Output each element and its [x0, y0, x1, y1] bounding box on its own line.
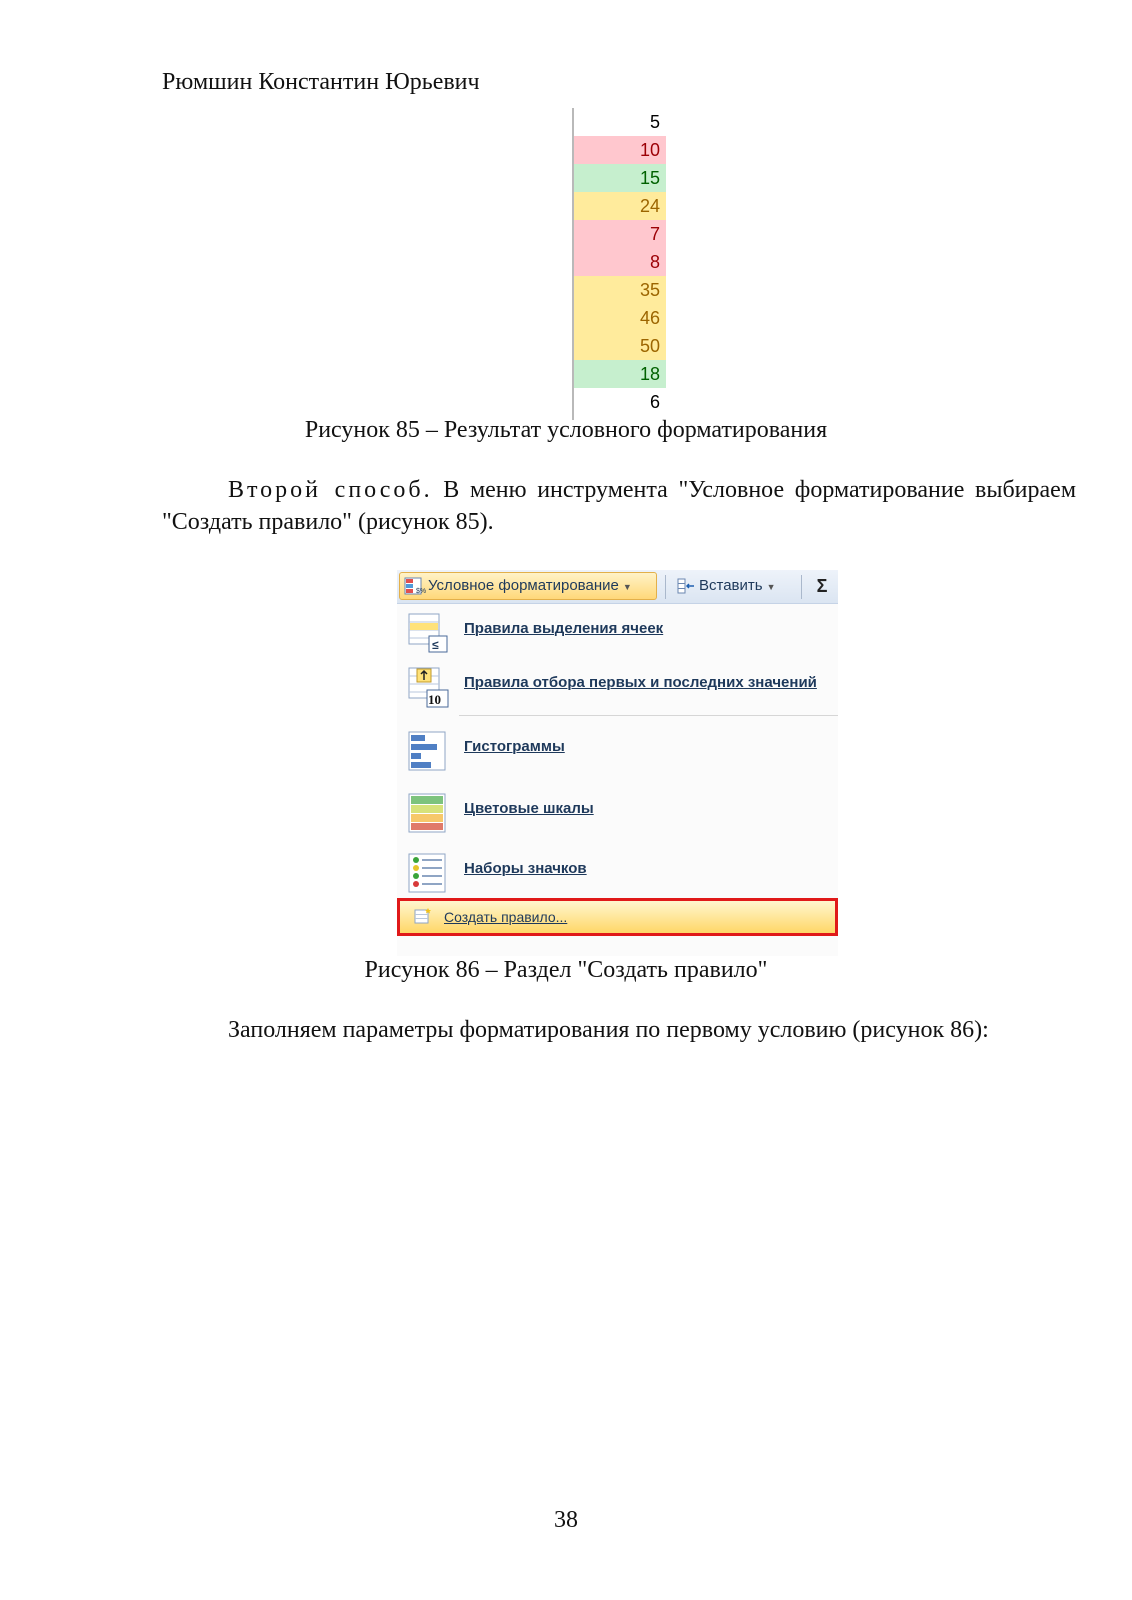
conditional-formatting-icon — [404, 577, 427, 595]
formatted-cell: 7 — [574, 220, 666, 248]
chevron-down-icon: ▼ — [622, 582, 632, 592]
svg-text:$%: $% — [416, 588, 427, 595]
menu-item-data-bars[interactable] — [397, 722, 838, 778]
conditional-formatting-button[interactable] — [399, 572, 657, 600]
menu-item-color-scales[interactable] — [397, 784, 838, 840]
create-rule-menu-item[interactable] — [397, 898, 838, 936]
svg-text:10: 10 — [428, 692, 441, 707]
color-scales-icon — [407, 792, 449, 834]
menu-item-label: Цветовые шкалы — [464, 800, 594, 817]
create-rule-label: Создать правило... — [444, 909, 568, 925]
menu-item-label: Правила выделения ячеек — [464, 620, 664, 637]
menu-divider — [459, 715, 838, 716]
formatted-cells-column — [572, 108, 666, 420]
menu-item-label: Гистограммы — [464, 738, 565, 755]
insert-button[interactable] — [673, 572, 791, 600]
top-bottom-rules-icon — [407, 666, 449, 708]
paragraph-fill-parameters: Заполняем параметры форматирования по первому условию (рисунок 86): — [228, 1017, 989, 1043]
insert-label: Вставить — [699, 577, 763, 594]
formatted-cell: 24 — [574, 192, 666, 220]
data-bars-icon — [407, 730, 449, 772]
menu-item-highlight-cells-rules[interactable] — [397, 604, 838, 660]
conditional-formatting-menu — [397, 570, 838, 956]
ribbon-bar — [397, 570, 838, 604]
formatted-cell: 6 — [574, 388, 666, 416]
formatted-cell: 8 — [574, 248, 666, 276]
chevron-down-icon: ▼ — [766, 582, 776, 592]
paragraph-body: В меню инструмента "Условное форматирование выбираем "Создать правило" (рисунок 85). — [162, 477, 1077, 535]
svg-text:≤: ≤ — [432, 638, 439, 652]
icon-sets-icon — [407, 852, 449, 894]
paragraph-second-method — [162, 474, 1076, 538]
formatted-cell: 46 — [574, 304, 666, 332]
formatted-cell: 35 — [574, 276, 666, 304]
formatted-cell: 15 — [574, 164, 666, 192]
formatted-cell: 18 — [574, 360, 666, 388]
menu-item-label: Правила отбора первых и последних значений — [464, 674, 817, 691]
autosum-button[interactable]: Σ — [816, 576, 828, 596]
paragraph-lead-in: Второй способ. — [228, 477, 433, 503]
author-name: Рюмшин Константин Юрьевич — [162, 69, 480, 95]
formatted-cell: 10 — [574, 136, 666, 164]
formatted-cell: 5 — [574, 108, 666, 136]
highlight-cells-rules-icon — [407, 612, 449, 654]
menu-item-top-bottom-rules[interactable] — [397, 658, 838, 714]
formatted-cell: 50 — [574, 332, 666, 360]
menu-item-icon-sets[interactable] — [397, 844, 838, 900]
page-number: 38 — [554, 1507, 578, 1533]
ribbon-separator — [665, 575, 666, 599]
figure-86-caption: Рисунок 86 – Раздел "Создать правило" — [364, 957, 768, 983]
figure-85-caption: Рисунок 85 – Результат условного форматирования — [304, 417, 828, 443]
ribbon-separator — [801, 575, 802, 599]
new-rule-icon — [414, 907, 432, 925]
insert-cells-icon — [677, 578, 695, 594]
conditional-formatting-label: Условное форматирование — [428, 577, 619, 594]
menu-item-label: Наборы значков — [464, 860, 587, 877]
